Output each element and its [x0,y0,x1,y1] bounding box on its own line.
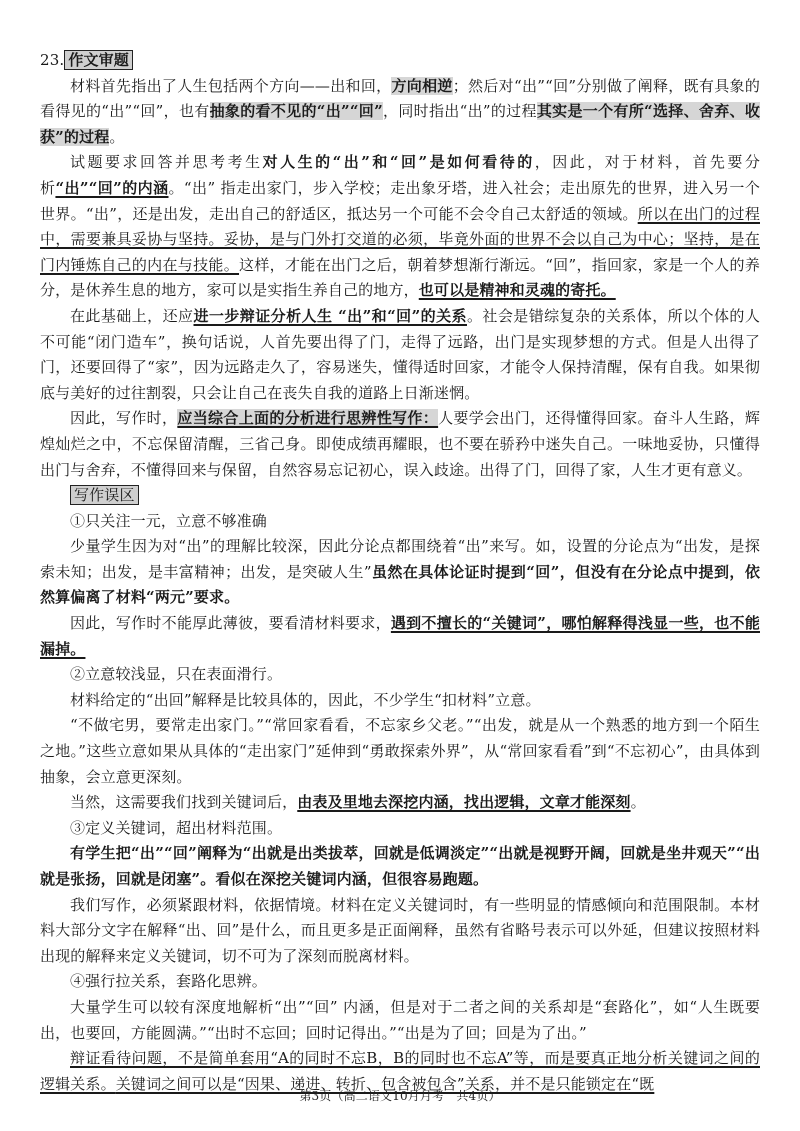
page-footer: 第3页（高二语文10月月考 共4页） [299,1089,501,1103]
bold-phrase: 对人生的“出”和“回”是如何看待的 [262,153,535,172]
pitfall-4-title: ④强行拉关系，套路化思辨。 [70,972,267,991]
pitfall-3-title: ③定义关键词，超出材料范围。 [70,818,283,837]
pitfall-2-title: ②立意较浅显，只在表面滑行。 [70,665,283,684]
bold-phrase: 虽然在具体论证时提到“回”，但没有在分论点中提到，依然算偏离了材料“两元”要求。 [40,562,760,607]
pitfall-1-paragraph-1: 少量学生因为对“出”的理解比较深，因此分论点都围绕着“出”来写。如，设置的分论点为“出发，是探索未知；出发，是丰富精神；出发，是突破人生”虽然在具体论证时提到“回”，但没有在分论点中提到，依然算偏离了材料“两元”要求。 [40,537,760,607]
question-number: 23. [40,51,65,69]
pitfall-3-paragraph-2: 我们写作，必须紧跟材料，依据情境。材料在定义关键词时，有一些明显的情感倾向和范围限制。本材料大部分文字在解释“出、回”是什么，而且更多是正面阐释，虽然有省略号表示可以外延，但建议按照材料出现的解释来定义关键词，切不可为了深刻而脱离材料。 [40,895,760,965]
underlined-phrase: “出”“回”的内涵 [55,178,169,197]
pitfall-4-paragraph-1: 大量学生可以较有深度地解析“出”“回” 内涵，但是对于二者之间的关系却是“套路化”，如“人生既要出，也要回，方能圆满。”“出时不忘回；回时记得出。”“出是为了回；回是为了出。” [40,997,760,1042]
section-heading-misconceptions [40,483,760,509]
underlined-phrase: 也可以是精神和灵魂的寄托。 [418,281,616,300]
highlight-phrase: 方向相逆 [391,76,453,95]
underlined-phrase: 关键词之间可以是“因果、递进、转折、包含被包含”关系，并不是只能锁定在“既 [115,1074,655,1093]
section-title-writing-pitfalls: 写作误区 [70,485,139,505]
underlined-phrase: 所以在出门的过程中，需要兼具妥协与坚持。妥协，是与门外打交道的必须，毕竟外面的世界不会以自己为中心；坚持，是在门内锤炼自己的内在与技能。 [40,204,760,274]
pitfall-2-paragraph-2: “不做宅男，要常走出家门。”“常回家看看，不忘家乡父老。”“出发，就是从一个熟悉的地方到一个陌生之地。”这些立意如果从具体的“走出家门”延伸到“勇敢探索外界”，从“常回家看看”到“不忘初心”，由具体到抽象，会立意更深刻。 [40,716,760,786]
paragraph-3: 在此基础上，还应进一步辩证分析人生 “出”和“回”的关系。社会是错综复杂的关系体，所以个体的人不可能“闭门造车”，换句话说，人首先要出得了门，走得了远路，出门是实现梦想的方式。但是人出得了门，还要回得了“家”，因为远路走久了，容易迷失，懂得适时回家，才能令人保持清醒，保有自我。如果彻底与美好的过往割裂，只会让自己在丧失自我的道路上日渐迷惘。 [40,306,760,402]
pitfall-2-paragraph-1: 材料给定的“出回”解释是比较具体的，因此，不少学生“扣材料”立意。 [70,690,541,709]
underlined-phrase: 遇到不擅长的“关键词”，哪怕解释得浅显一些，也不能漏掉。 [40,614,760,658]
underlined-phrase: 进一步辩证分析人生 “出”和“回”的关系 [193,306,467,325]
highlight-phrase: 抽象的看不见的“出”“回” [209,102,383,121]
underlined-phrase: 由表及里地去深挖内涵，找出逻辑，文章才能深刻 [297,793,631,812]
underlined-phrase: 辩证看待问题，不是简单套用“A的同时不忘B，B的同时也不忘A”等，而是要真正地分析关键词之间的逻辑关系。 [40,1049,760,1093]
pitfall-1-paragraph-2: 因此，写作时不能厚此薄彼，要看清材料要求，遇到不擅长的“关键词”，哪怕解释得浅显一些，也不能漏掉。 [40,614,760,658]
pitfall-1-title: ①只关注一元，立意不够准确 [70,511,267,530]
pitfall-3-paragraph-1: 有学生把“出”“回”阐释为“出就是出类拔萃，回就是低调淡定”“出就是视野开阔，回就是坐井观天”“出就是张扬，回就是闭塞”。看似在深挖关键词内涵，但很容易跑题。 [40,844,760,888]
highlight-phrase: 应当综合上面的分析进行思辨性写作： [177,409,439,428]
paragraph-2: 试题要求回答并思考考生对人生的“出”和“回”是如何看待的，因此，对于材料，首先要分析“出”“回”的内涵。“出” 指走出家门，步入学校；走出象牙塔，进入社会；走出原先的世界，进入另一个世界。“出”，还是出发，走出自己的舒适区，抵达另一个可能不会令自己太舒适的领域。所以在出门的过程中，需要兼具妥协与坚持。妥协，是与门外打交道的必须，毕竟外面的世界不会以自己为中心；坚持，是在门内锤炼自己的内在与技能。这样，才能在出门之后，朝着梦想渐行渐远。“回”，指回家，家是一个人的养分，是休养生息的地方，家可以是实指生养自己的地方，也可以是精神和灵魂的寄托。 [40,153,761,300]
pitfall-2-paragraph-3: 当然，这需要我们找到关键词后，由表及里地去深挖内涵，找出逻辑，文章才能深刻。 [70,793,646,812]
paragraph-1: 材料首先指出了人生包括两个方向——出和回，方向相逆；然后对“出”“回”分别做了阐释，既有具象的看得见的“出”“回”，也有抽象的看不见的“出”“回”，同时指出“出”的过程其实是一个有所“选择、舍弃、收获”的过程。 [40,76,760,146]
paragraph-4: 因此，写作时，应当综合上面的分析进行思辨性写作：人要学会出门，还得懂得回家。奋斗人生路，辉煌灿烂之中，不忘保留清醒，三省己身。即使成绩再耀眼，也不要在骄矜中迷失自己。一味地妥协，只懂得出门与舍弃，不懂得回来与保留，自然容易忘记初心，误入歧途。出得了门，回得了家，人生才更有意义。 [40,409,760,479]
question-heading [40,48,760,74]
highlight-phrase: 其实是一个有所“选择、舍弃、收获”的过程 [40,102,760,146]
section-title-essay-analysis: 作文审题 [64,50,133,70]
